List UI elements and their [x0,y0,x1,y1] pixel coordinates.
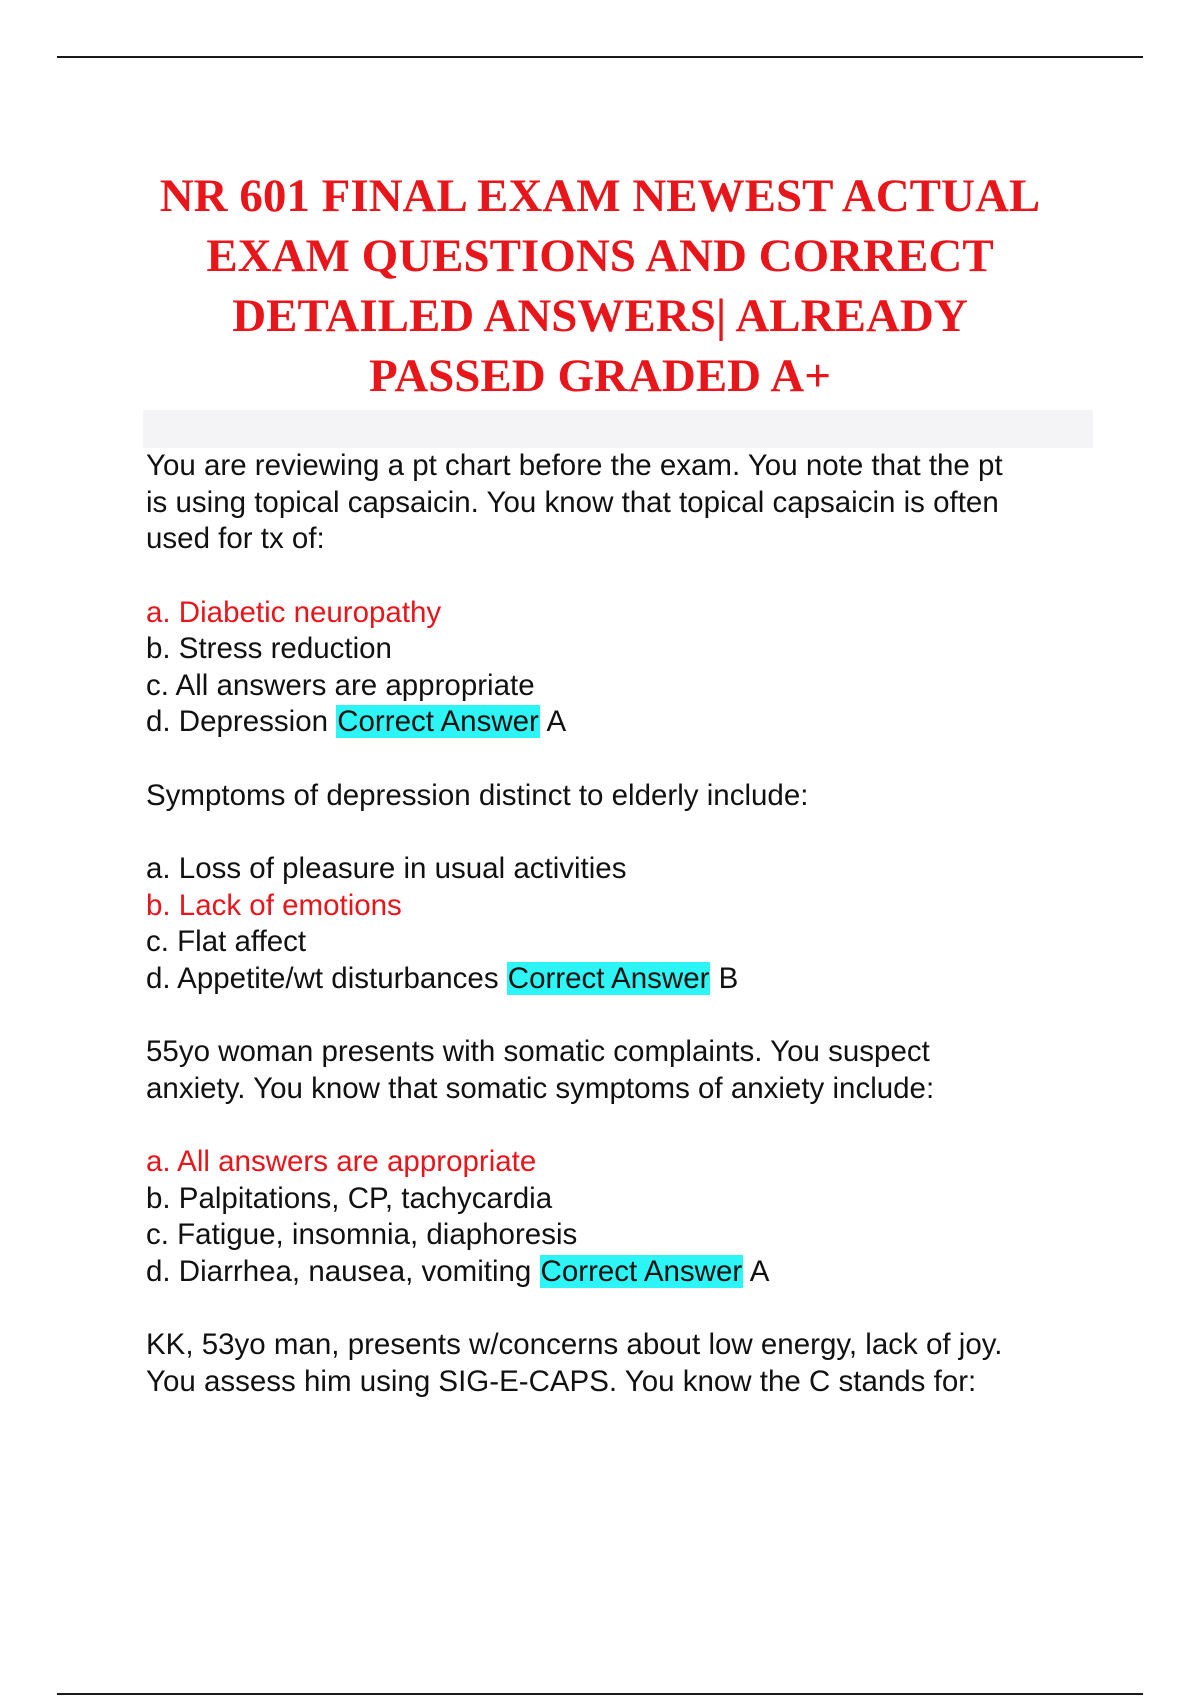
option: a. Loss of pleasure in usual activities [146,852,627,885]
option-with-answer [146,1254,1106,1291]
option-correct: a. All answers are appropriate [146,1145,537,1178]
correct-answer-letter: A [546,705,567,738]
title-separator-band [143,410,1093,448]
option-list [146,595,1106,741]
question-text [146,448,1106,558]
top-rule [57,56,1143,58]
option: c. Flat affect [146,925,307,958]
correct-answer-label: Correct Answer [337,705,539,738]
option-text: d. Appetite/wt disturbances [146,961,499,995]
question-block [146,1034,1106,1290]
title-line: PASSED GRADED A+ [368,350,832,402]
question-block [146,448,1106,741]
title-line: DETAILED ANSWERS| ALREADY [232,290,968,342]
option: c. Fatigue, insomnia, diaphoresis [146,1218,578,1251]
question-block [146,1327,1106,1400]
option: c. All answers are appropriate [146,668,535,702]
option-with-answer [146,961,1106,998]
question-line: Symptoms of depression distinct to elderly include: [146,778,809,812]
option-list [146,1144,1106,1290]
option-correct: b. Lack of emotions [146,888,402,922]
option: b. Stress reduction [146,632,392,665]
question-line: KK, 53yo man, presents w/concerns about low energy, lack of joy. [146,1328,1003,1361]
option-with-answer [146,704,1106,741]
option-list [146,851,1106,997]
option-text: d. Depression [146,705,329,738]
question-line: 55yo woman presents with somatic complaints. You suspect [146,1035,930,1068]
option: b. Palpitations, CP, tachycardia [146,1181,553,1215]
question-text [146,1327,1106,1400]
question-line: You assess him using SIG-E-CAPS. You know the C stands for: [146,1364,977,1398]
correct-answer-label: Correct Answer [507,961,710,995]
title-line: NR 601 FINAL EXAM NEWEST ACTUAL [159,170,1041,222]
correct-answer-label: Correct Answer [540,1254,743,1288]
question-block [146,778,1106,998]
option-text: d. Diarrhea, nausea, vomiting [146,1254,532,1288]
title-line: EXAM QUESTIONS AND CORRECT [206,230,994,282]
question-line: You are reviewing a pt chart before the exam. You note that the pt [146,449,1003,482]
correct-answer-letter: B [718,961,739,995]
document-title [100,166,1100,406]
question-list [146,448,1106,1437]
question-text [146,778,1106,815]
question-line: used for tx of: [146,522,325,555]
question-line: anxiety. You know that somatic symptoms of anxiety include: [146,1071,935,1105]
correct-answer-letter: A [749,1254,770,1288]
question-text [146,1034,1106,1107]
bottom-rule [57,1693,1143,1695]
option-correct: a. Diabetic neuropathy [146,595,442,629]
question-line: is using topical capsaicin. You know that topical capsaicin is often [146,485,999,519]
